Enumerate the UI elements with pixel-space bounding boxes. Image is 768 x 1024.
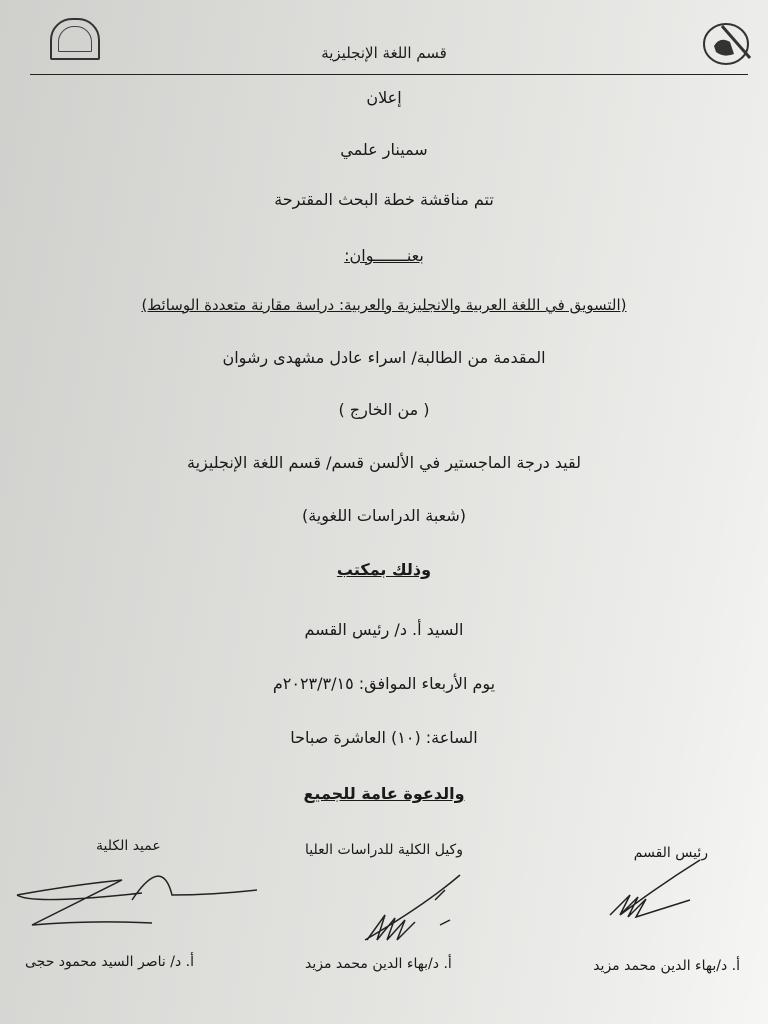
division: (شعبة الدراسات اللغوية) <box>301 506 467 525</box>
intro-text: تتم مناقشة خطة البحث المقترحة <box>274 190 494 209</box>
origin: ( من الخارج ) <box>338 400 430 419</box>
signature-dean <box>12 865 262 935</box>
signature-dept-head <box>600 855 710 925</box>
invitation: والدعوة عامة للجميع <box>303 784 465 803</box>
signature-name-dept-head: أ. د/بهاء الدين محمد مزيد <box>593 958 740 974</box>
title-label: بعنـــــــوان: <box>344 246 424 265</box>
signature-title-dept-head: رئيس القسم <box>633 845 708 861</box>
degree: لقيد درجة الماجستير في الألسن قسم/ قسم اللغة الإنجليزية <box>187 453 581 472</box>
location: السيد أ. د/ رئيس القسم <box>304 620 464 639</box>
signature-name-dean: أ. د/ ناصر السيد محمود حجى <box>25 954 194 970</box>
announcement-heading: إعلان <box>366 88 402 107</box>
department-title: قسم اللغة الإنجليزية <box>321 44 447 62</box>
signature-vice-dean <box>355 870 470 945</box>
signature-title-vice-dean: وكيل الكلية للدراسات العليا <box>305 842 463 858</box>
presenter: المقدمة من الطالبة/ اسراء عادل مشهدى رشوان <box>222 348 546 367</box>
time: الساعة: (١٠) العاشرة صباحا <box>290 728 478 747</box>
signature-name-vice-dean: أ. د/بهاء الدين محمد مزيد <box>305 956 452 972</box>
signature-title-dean: عميد الكلية <box>96 838 161 854</box>
header-divider <box>30 74 748 75</box>
location-label: وذلك بمكتب <box>336 560 432 579</box>
seminar-subheading: سمينار علمي <box>340 140 428 159</box>
date: يوم الأربعاء الموافق: ٢٠٢٣/٣/١٥م <box>272 674 496 693</box>
research-title: (التسويق في اللغة العربية والانجليزية والعربية: دراسة مقارنة متعددة الوسائط) <box>141 296 627 314</box>
